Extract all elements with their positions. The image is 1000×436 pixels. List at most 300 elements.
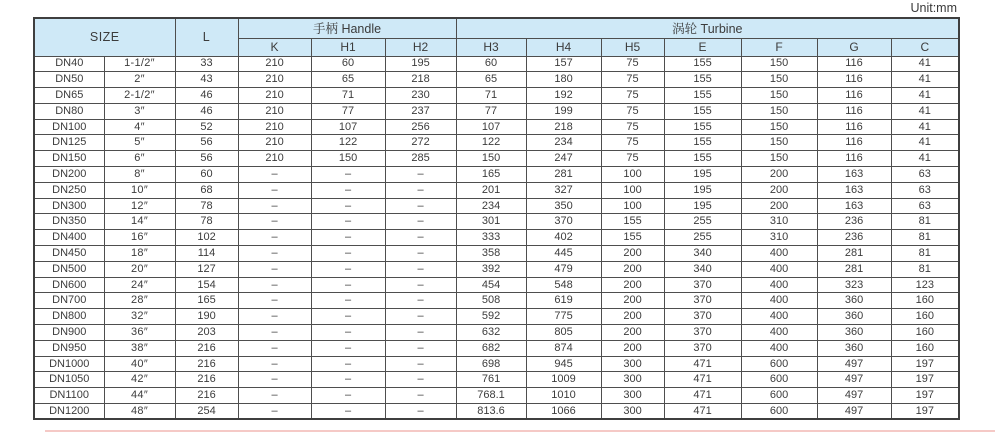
cell-h1: –	[311, 198, 385, 214]
cell-k: –	[238, 340, 311, 356]
cell-h3: 768.1	[456, 388, 526, 404]
cell-h1: –	[311, 340, 385, 356]
cell-h3: 234	[456, 198, 526, 214]
cell-f: 150	[741, 56, 817, 72]
cell-l: 78	[175, 214, 238, 230]
table-row	[34, 356, 959, 372]
cell-c: 81	[891, 214, 959, 230]
cell-h3: 698	[456, 356, 526, 372]
cell-c: 41	[891, 151, 959, 167]
cell-g: 360	[817, 325, 891, 341]
cell-dn: DN500	[34, 261, 104, 277]
cell-g: 497	[817, 388, 891, 404]
cell-inch: 2-1/2″	[104, 88, 175, 104]
cell-dn: DN800	[34, 309, 104, 325]
table-row	[34, 372, 959, 388]
cell-c: 81	[891, 261, 959, 277]
table-row	[34, 404, 959, 420]
table-row	[34, 151, 959, 167]
cell-l: 52	[175, 119, 238, 135]
cell-h5: 75	[601, 88, 664, 104]
cell-k: –	[238, 182, 311, 198]
table-row	[34, 325, 959, 341]
cell-inch: 5″	[104, 135, 175, 151]
table-row	[34, 119, 959, 135]
cell-l: 60	[175, 167, 238, 183]
cell-h3: 122	[456, 135, 526, 151]
cell-e: 370	[664, 293, 741, 309]
cell-k: –	[238, 388, 311, 404]
cell-h4: 1009	[526, 372, 601, 388]
cell-h4: 218	[526, 119, 601, 135]
cell-l: 254	[175, 404, 238, 420]
cell-h5: 75	[601, 119, 664, 135]
cell-dn: DN950	[34, 340, 104, 356]
header-k: K	[238, 38, 311, 56]
cell-c: 197	[891, 372, 959, 388]
cell-h3: 65	[456, 72, 526, 88]
cell-h5: 100	[601, 198, 664, 214]
cell-k: –	[238, 198, 311, 214]
cell-f: 150	[741, 88, 817, 104]
cell-h5: 300	[601, 388, 664, 404]
table-row	[34, 72, 959, 88]
cell-h1: 71	[311, 88, 385, 104]
cell-g: 497	[817, 404, 891, 420]
cell-l: 190	[175, 309, 238, 325]
header-c: C	[891, 38, 959, 56]
cell-l: 216	[175, 340, 238, 356]
cell-h2: –	[385, 388, 456, 404]
cell-k: –	[238, 214, 311, 230]
cell-h4: 402	[526, 230, 601, 246]
cell-h4: 350	[526, 198, 601, 214]
header-handle-group: 手柄 Handle	[238, 18, 456, 38]
cell-f: 400	[741, 261, 817, 277]
cell-c: 41	[891, 103, 959, 119]
cell-e: 195	[664, 198, 741, 214]
cell-dn: DN700	[34, 293, 104, 309]
cell-h2: –	[385, 198, 456, 214]
cell-l: 216	[175, 388, 238, 404]
table-row	[34, 135, 959, 151]
cell-g: 116	[817, 103, 891, 119]
cell-e: 370	[664, 325, 741, 341]
cell-l: 56	[175, 151, 238, 167]
cell-l: 154	[175, 277, 238, 293]
cell-dn: DN100	[34, 119, 104, 135]
cell-e: 340	[664, 261, 741, 277]
cell-h2: 218	[385, 72, 456, 88]
cell-l: 216	[175, 356, 238, 372]
cell-c: 197	[891, 388, 959, 404]
table-row	[34, 277, 959, 293]
cell-e: 370	[664, 340, 741, 356]
cell-h1: 60	[311, 56, 385, 72]
table-row	[34, 198, 959, 214]
cell-h1: –	[311, 356, 385, 372]
header-l: L	[175, 18, 238, 56]
cell-h1: 122	[311, 135, 385, 151]
cell-h5: 200	[601, 246, 664, 262]
cell-e: 370	[664, 309, 741, 325]
cell-inch: 44″	[104, 388, 175, 404]
cell-h2: –	[385, 356, 456, 372]
cell-h3: 813.6	[456, 404, 526, 420]
cell-h1: –	[311, 182, 385, 198]
cell-h1: –	[311, 388, 385, 404]
cell-e: 155	[664, 72, 741, 88]
cell-h4: 775	[526, 309, 601, 325]
cell-c: 160	[891, 325, 959, 341]
cell-h3: 107	[456, 119, 526, 135]
cell-h5: 300	[601, 404, 664, 420]
cell-c: 81	[891, 246, 959, 262]
cell-g: 116	[817, 135, 891, 151]
cell-k: –	[238, 167, 311, 183]
cell-f: 400	[741, 325, 817, 341]
cell-h5: 200	[601, 309, 664, 325]
cell-h4: 1066	[526, 404, 601, 420]
cell-e: 471	[664, 356, 741, 372]
cell-k: 210	[238, 151, 311, 167]
header-f: F	[741, 38, 817, 56]
header-h2: H2	[385, 38, 456, 56]
cell-dn: DN1050	[34, 372, 104, 388]
cell-f: 400	[741, 277, 817, 293]
cell-h5: 100	[601, 182, 664, 198]
cell-dn: DN350	[34, 214, 104, 230]
cell-inch: 32″	[104, 309, 175, 325]
cell-h3: 60	[456, 56, 526, 72]
cell-h3: 333	[456, 230, 526, 246]
cell-f: 150	[741, 103, 817, 119]
cell-h1: –	[311, 167, 385, 183]
table-row	[34, 182, 959, 198]
cell-e: 471	[664, 372, 741, 388]
cell-h4: 180	[526, 72, 601, 88]
cell-h2: –	[385, 372, 456, 388]
cell-h1: –	[311, 214, 385, 230]
cell-k: –	[238, 261, 311, 277]
cell-inch: 3″	[104, 103, 175, 119]
cell-h3: 454	[456, 277, 526, 293]
header-g: G	[817, 38, 891, 56]
cell-h1: –	[311, 261, 385, 277]
cell-h2: 237	[385, 103, 456, 119]
cell-h4: 234	[526, 135, 601, 151]
cell-inch: 18″	[104, 246, 175, 262]
cell-h2: 272	[385, 135, 456, 151]
cell-c: 160	[891, 340, 959, 356]
cell-dn: DN200	[34, 167, 104, 183]
cell-g: 163	[817, 182, 891, 198]
cell-h2: –	[385, 182, 456, 198]
unit-label: Unit:mm	[910, 1, 957, 15]
cell-h2: 195	[385, 56, 456, 72]
cell-dn: DN900	[34, 325, 104, 341]
cell-f: 600	[741, 356, 817, 372]
cell-dn: DN450	[34, 246, 104, 262]
cell-h3: 301	[456, 214, 526, 230]
cell-h4: 370	[526, 214, 601, 230]
cell-e: 155	[664, 56, 741, 72]
header-h4: H4	[526, 38, 601, 56]
cell-l: 114	[175, 246, 238, 262]
table-row	[34, 88, 959, 104]
cell-g: 116	[817, 151, 891, 167]
cell-h4: 247	[526, 151, 601, 167]
header-size: SIZE	[34, 18, 175, 56]
header-turbine-group: 涡轮 Turbine	[456, 18, 959, 38]
cell-k: 210	[238, 56, 311, 72]
cell-l: 203	[175, 325, 238, 341]
cell-l: 165	[175, 293, 238, 309]
cell-f: 150	[741, 72, 817, 88]
cell-h2: –	[385, 214, 456, 230]
cell-g: 360	[817, 340, 891, 356]
cell-h5: 75	[601, 72, 664, 88]
cell-dn: DN1200	[34, 404, 104, 420]
cell-h5: 75	[601, 151, 664, 167]
cell-c: 160	[891, 293, 959, 309]
table-row	[34, 340, 959, 356]
cell-l: 102	[175, 230, 238, 246]
cell-c: 123	[891, 277, 959, 293]
cell-k: –	[238, 356, 311, 372]
cell-h5: 75	[601, 56, 664, 72]
cell-e: 471	[664, 388, 741, 404]
cell-f: 400	[741, 293, 817, 309]
cell-h4: 445	[526, 246, 601, 262]
cell-h5: 300	[601, 356, 664, 372]
cell-c: 63	[891, 167, 959, 183]
cell-h3: 392	[456, 261, 526, 277]
table-row	[34, 103, 959, 119]
cell-h2: –	[385, 293, 456, 309]
cell-h3: 150	[456, 151, 526, 167]
cell-g: 163	[817, 198, 891, 214]
cell-l: 127	[175, 261, 238, 277]
cell-l: 46	[175, 88, 238, 104]
cell-e: 155	[664, 88, 741, 104]
cell-dn: DN1000	[34, 356, 104, 372]
cell-k: –	[238, 372, 311, 388]
table-row	[34, 214, 959, 230]
cell-k: –	[238, 230, 311, 246]
cell-h4: 1010	[526, 388, 601, 404]
cell-c: 41	[891, 135, 959, 151]
cell-l: 68	[175, 182, 238, 198]
cell-dn: DN50	[34, 72, 104, 88]
cell-k: 210	[238, 135, 311, 151]
cell-inch: 38″	[104, 340, 175, 356]
cell-c: 41	[891, 88, 959, 104]
cell-c: 63	[891, 198, 959, 214]
cell-h3: 682	[456, 340, 526, 356]
cell-c: 197	[891, 404, 959, 420]
cell-c: 160	[891, 309, 959, 325]
cell-h5: 75	[601, 103, 664, 119]
cell-inch: 16″	[104, 230, 175, 246]
cell-k: 210	[238, 103, 311, 119]
cell-f: 400	[741, 340, 817, 356]
cell-h4: 805	[526, 325, 601, 341]
cell-inch: 40″	[104, 356, 175, 372]
cell-dn: DN250	[34, 182, 104, 198]
cell-g: 497	[817, 356, 891, 372]
cell-e: 155	[664, 151, 741, 167]
cell-h3: 761	[456, 372, 526, 388]
cell-k: –	[238, 404, 311, 420]
cell-k: 210	[238, 119, 311, 135]
cell-h4: 874	[526, 340, 601, 356]
cell-dn: DN600	[34, 277, 104, 293]
cell-k: –	[238, 309, 311, 325]
cell-f: 150	[741, 135, 817, 151]
cell-h1: 77	[311, 103, 385, 119]
header-h1: H1	[311, 38, 385, 56]
cell-inch: 36″	[104, 325, 175, 341]
table-header	[34, 18, 959, 56]
cell-h5: 155	[601, 230, 664, 246]
table-row	[34, 388, 959, 404]
cell-c: 41	[891, 72, 959, 88]
cell-f: 310	[741, 230, 817, 246]
cell-h5: 200	[601, 340, 664, 356]
cell-g: 116	[817, 88, 891, 104]
cell-h5: 200	[601, 325, 664, 341]
cell-g: 163	[817, 167, 891, 183]
cell-h2: –	[385, 277, 456, 293]
cell-h4: 281	[526, 167, 601, 183]
cell-inch: 6″	[104, 151, 175, 167]
cell-g: 323	[817, 277, 891, 293]
cell-k: –	[238, 325, 311, 341]
cell-k: –	[238, 293, 311, 309]
cell-h1: 107	[311, 119, 385, 135]
cell-h1: –	[311, 277, 385, 293]
cell-h1: –	[311, 246, 385, 262]
cell-l: 78	[175, 198, 238, 214]
cell-c: 197	[891, 356, 959, 372]
table-row	[34, 261, 959, 277]
cell-g: 281	[817, 261, 891, 277]
cell-f: 150	[741, 151, 817, 167]
cell-h5: 200	[601, 277, 664, 293]
cell-h2: 230	[385, 88, 456, 104]
cell-g: 281	[817, 246, 891, 262]
cell-h2: –	[385, 167, 456, 183]
cell-h2: –	[385, 404, 456, 420]
cell-inch: 10″	[104, 182, 175, 198]
cell-g: 360	[817, 309, 891, 325]
cell-g: 236	[817, 230, 891, 246]
cell-f: 600	[741, 404, 817, 420]
cell-h3: 77	[456, 103, 526, 119]
cell-e: 255	[664, 214, 741, 230]
cell-dn: DN300	[34, 198, 104, 214]
cell-f: 150	[741, 119, 817, 135]
table-row	[34, 309, 959, 325]
cell-h5: 200	[601, 261, 664, 277]
cell-e: 155	[664, 103, 741, 119]
cell-f: 600	[741, 388, 817, 404]
cell-f: 400	[741, 309, 817, 325]
cell-h4: 548	[526, 277, 601, 293]
cell-h2: –	[385, 261, 456, 277]
cell-dn: DN80	[34, 103, 104, 119]
cell-e: 195	[664, 182, 741, 198]
table-body	[34, 56, 959, 419]
cell-inch: 12″	[104, 198, 175, 214]
cell-h5: 100	[601, 167, 664, 183]
cell-dn: DN1100	[34, 388, 104, 404]
cell-h3: 71	[456, 88, 526, 104]
dimension-table	[33, 17, 960, 420]
cell-f: 200	[741, 167, 817, 183]
cell-k: –	[238, 246, 311, 262]
cell-h4: 192	[526, 88, 601, 104]
header-e: E	[664, 38, 741, 56]
cell-k: –	[238, 277, 311, 293]
cell-dn: DN65	[34, 88, 104, 104]
cell-g: 116	[817, 56, 891, 72]
cell-l: 33	[175, 56, 238, 72]
cell-h5: 155	[601, 214, 664, 230]
cell-h2: –	[385, 340, 456, 356]
cell-e: 340	[664, 246, 741, 262]
cell-f: 200	[741, 198, 817, 214]
header-h5: H5	[601, 38, 664, 56]
cell-dn: DN400	[34, 230, 104, 246]
cell-c: 41	[891, 56, 959, 72]
cell-h1: –	[311, 372, 385, 388]
cell-e: 155	[664, 119, 741, 135]
cell-h1: 65	[311, 72, 385, 88]
table-row	[34, 293, 959, 309]
cell-dn: DN150	[34, 151, 104, 167]
cell-inch: 14″	[104, 214, 175, 230]
header-group-row	[34, 18, 959, 38]
cell-l: 56	[175, 135, 238, 151]
cell-k: 210	[238, 72, 311, 88]
cell-f: 310	[741, 214, 817, 230]
cell-h2: 256	[385, 119, 456, 135]
cell-h3: 592	[456, 309, 526, 325]
cell-h2: –	[385, 309, 456, 325]
cell-h1: –	[311, 293, 385, 309]
cell-h4: 327	[526, 182, 601, 198]
header-h3: H3	[456, 38, 526, 56]
cell-dn: DN40	[34, 56, 104, 72]
cell-h4: 619	[526, 293, 601, 309]
cell-h5: 200	[601, 293, 664, 309]
cell-h4: 479	[526, 261, 601, 277]
cell-inch: 28″	[104, 293, 175, 309]
cell-l: 216	[175, 372, 238, 388]
cell-g: 236	[817, 214, 891, 230]
cell-h3: 165	[456, 167, 526, 183]
cell-inch: 2″	[104, 72, 175, 88]
cell-c: 41	[891, 119, 959, 135]
table-row	[34, 167, 959, 183]
cell-c: 63	[891, 182, 959, 198]
table-row	[34, 56, 959, 72]
cell-k: 210	[238, 88, 311, 104]
cell-h3: 508	[456, 293, 526, 309]
cell-e: 195	[664, 167, 741, 183]
